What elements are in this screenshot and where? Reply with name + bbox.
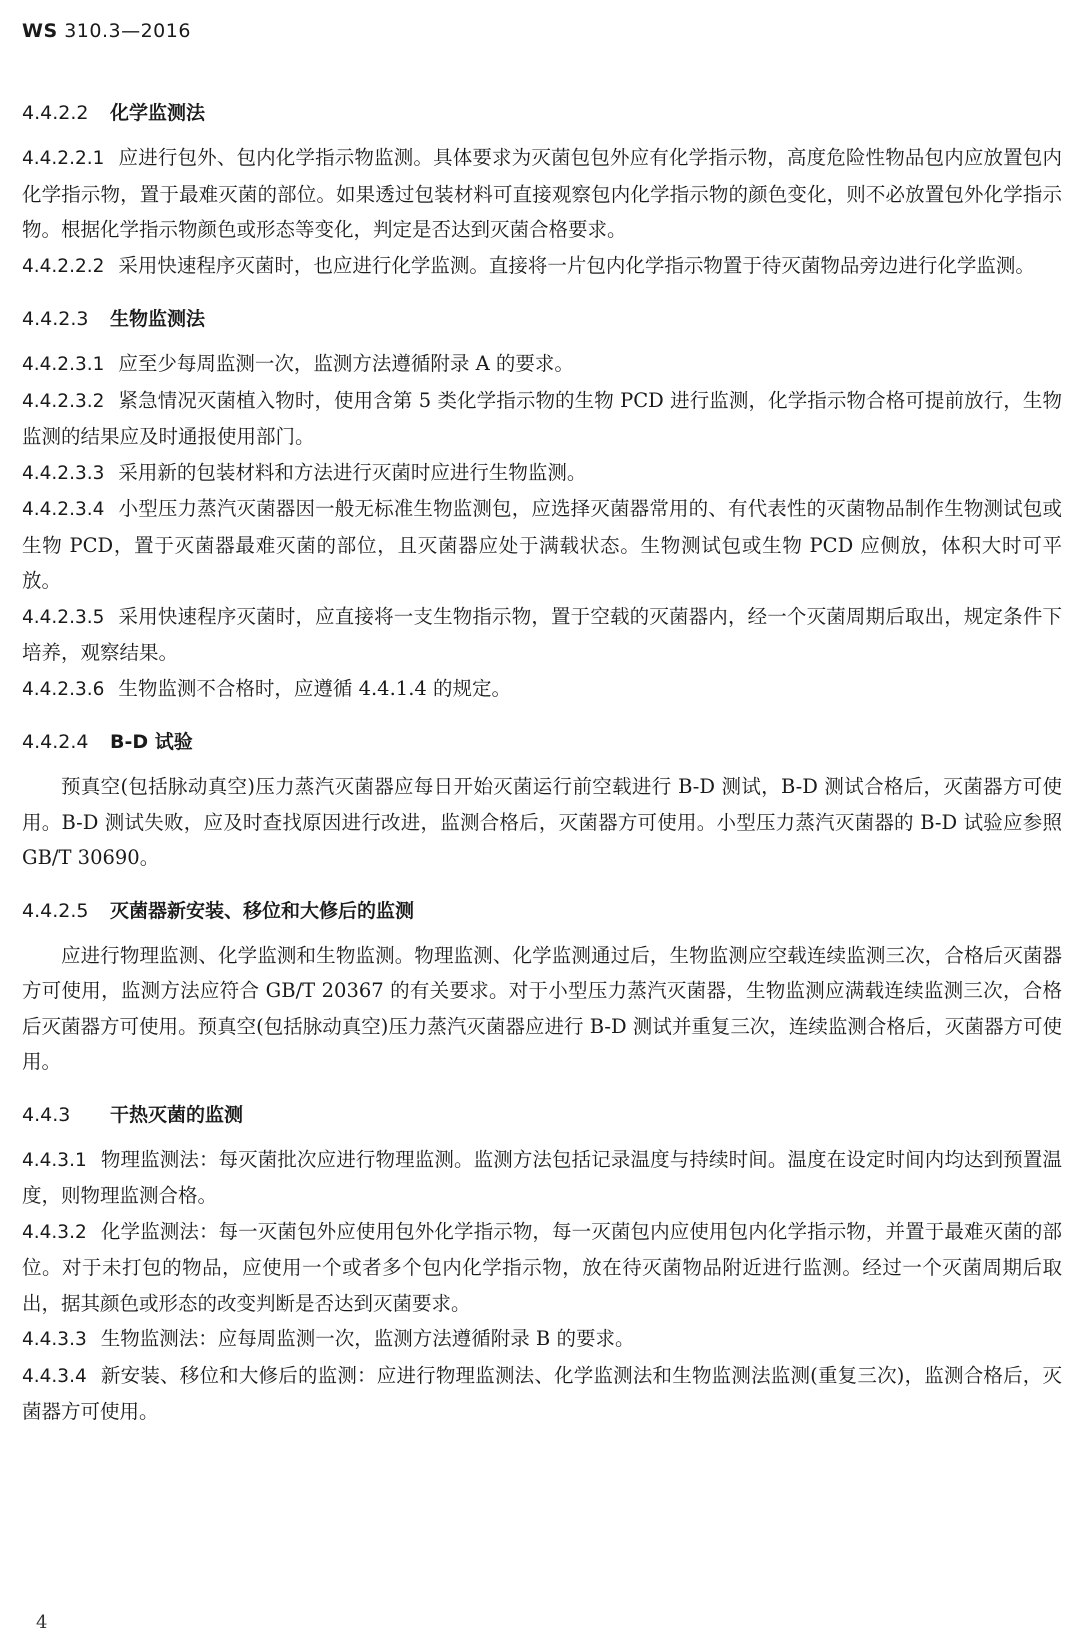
clause-text: 新安装、移位和大修后的监测：应进行物理监测法、化学监测法和生物监测法监测(重复三次)，监测合格后，灭菌器方可使用。 <box>22 1363 1062 1423</box>
section-heading <box>22 300 1062 338</box>
clause-paragraph <box>22 1321 1062 1358</box>
clause-number: 4.4.2.3.4 <box>22 499 105 520</box>
clause-paragraph <box>22 346 1062 383</box>
section-gap <box>22 707 1062 721</box>
section-title: 干热灭菌的监测 <box>110 1103 244 1126</box>
clause-text: 采用新的包装材料和方法进行灭菌时应进行生物监测。 <box>118 460 587 484</box>
section-title: 化学监测法 <box>110 102 206 124</box>
section-number: 4.4.2.5 <box>22 899 89 922</box>
document-body <box>22 92 1062 1430</box>
clause-paragraph <box>22 671 1062 708</box>
clause-number: 4.4.2.2.1 <box>22 148 105 169</box>
clause-paragraph <box>22 491 1062 599</box>
clause-number: 4.4.2.3.5 <box>22 606 105 628</box>
clause-text: 预真空(包括脉动真空)压力蒸汽灭菌器应每日开始灭菌运行前空载进行 B-D 测试，B-D 测试合格后，灭菌器方可使用。B-D 测试失败，应及时查找原因进行改进，监测合格后，灭菌器方可使用。小型压力蒸汽灭菌器的 B-D 试验应参照 GB/T 30690。 <box>22 775 1062 869</box>
clause-text: 小型压力蒸汽灭菌器因一般无标准生物监测包，应选择灭菌器常用的、有代表性的灭菌物品制作生物测试包或生物 PCD，置于灭菌器最难灭菌的部位，且灭菌器应处于满载状态。生物测试包或生物 PCD 应侧放，体积大时可平放。 <box>22 497 1062 592</box>
clause-number: 4.4.2.2.2 <box>22 255 105 277</box>
clause-text: 生物监测不合格时，应遵循 4.4.1.4 的规定。 <box>118 676 511 700</box>
clause-number: 4.4.3.3 <box>22 1329 87 1350</box>
section-number: 4.4.2.2 <box>22 102 89 124</box>
clause-paragraph <box>22 1214 1062 1322</box>
clause-paragraph <box>22 599 1062 671</box>
clause-number: 4.4.2.3.1 <box>22 354 105 375</box>
clause-text: 物理监测法：每灭菌批次应进行物理监测。监测方法包括记录温度与持续时间。温度在设定时间内均达到预置温度，则物理监测合格。 <box>22 1147 1062 1207</box>
clause-text: 采用快速程序灭菌时，应直接将一支生物指示物，置于空载的灭菌器内，经一个灭菌周期后取出，规定条件下培养，观察结果。 <box>22 604 1062 664</box>
clause-paragraph <box>22 1142 1062 1214</box>
section-title: 生物监测法 <box>110 308 206 330</box>
clause-paragraph <box>22 248 1062 285</box>
section-number: 4.4.2.3 <box>22 308 89 330</box>
clause-paragraph <box>22 455 1062 492</box>
clause-text: 采用快速程序灭菌时，也应进行化学监测。直接将一片包内化学指示物置于待灭菌物品旁边进行化学监测。 <box>118 253 1035 277</box>
clause-number: 4.4.2.3.6 <box>22 678 105 700</box>
clause-paragraph <box>22 383 1062 455</box>
section-gap <box>22 1080 1062 1094</box>
standard-number: 310.3—2016 <box>64 20 191 42</box>
clause-number: 4.4.2.3.2 <box>22 390 105 412</box>
section-heading <box>22 892 1062 930</box>
section-gap <box>22 284 1062 298</box>
clause-number: 4.4.3.4 <box>22 1365 87 1387</box>
section-gap <box>22 876 1062 890</box>
clause-number: 4.4.3.2 <box>22 1221 87 1243</box>
section-heading <box>22 723 1062 761</box>
clause-number: 4.4.2.3.3 <box>22 462 105 484</box>
section-title: B-D 试验 <box>110 731 193 753</box>
clause-paragraph <box>22 938 1062 1080</box>
clause-paragraph <box>22 140 1062 248</box>
clause-paragraph <box>22 769 1062 876</box>
clause-text: 应进行物理监测、化学监测和生物监测。物理监测、化学监测通过后，生物监测应空载连续监测三次，合格后灭菌器方可使用，监测方法应符合 GB/T 20367 的有关要求。对于小型压力蒸汽灭菌器，生物监测应满载连续监测三次，合格后灭菌器方可使用。预真空(包括脉动真空)压力蒸汽灭菌器应进行 B-D 测试并重复三次，连续监测合格后，灭菌器方可使用。 <box>22 943 1062 1073</box>
standard-code: WS <box>22 20 58 42</box>
section-heading <box>22 94 1062 132</box>
section-title: 灭菌器新安装、移位和大修后的监测 <box>110 899 415 922</box>
clause-text: 应进行包外、包内化学指示物监测。具体要求为灭菌包包外应有化学指示物，高度危险性物品包内应放置包内化学指示物，置于最难灭菌的部位。如果透过包装材料可直接观察包内化学指示物的颜色变化，则不必放置包外化学指示物。根据化学指示物颜色或形态等变化，判定是否达到灭菌合格要求。 <box>22 146 1062 241</box>
section-number: 4.4.3 <box>22 1103 71 1126</box>
standard-header <box>22 20 191 42</box>
clause-paragraph <box>22 1358 1062 1430</box>
section-number: 4.4.2.4 <box>22 731 89 753</box>
clause-text: 紧急情况灭菌植入物时，使用含第 5 类化学指示物的生物 PCD 进行监测，化学指示物合格可提前放行，生物监测的结果应及时通报使用部门。 <box>22 388 1062 448</box>
clause-text: 生物监测法：应每周监测一次，监测方法遵循附录 B 的要求。 <box>100 1327 635 1350</box>
section-heading <box>22 1096 1062 1134</box>
clause-text: 化学监测法：每一灭菌包外应使用包外化学指示物，每一灭菌包内应使用包内化学指示物，并置于最难灭菌的部位。对于未打包的物品，应使用一个或者多个包内化学指示物，放在待灭菌物品附近进行监测。经过一个灭菌周期后取出，据其颜色或形态的改变判断是否达到灭菌要求。 <box>22 1219 1062 1315</box>
page-number: 4 <box>36 1612 48 1633</box>
clause-number: 4.4.3.1 <box>22 1149 87 1171</box>
clause-text: 应至少每周监测一次，监测方法遵循附录 A 的要求。 <box>118 352 574 375</box>
